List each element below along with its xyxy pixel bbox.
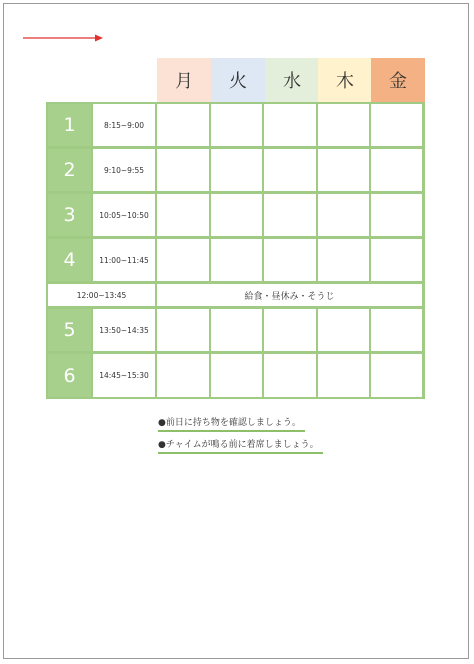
lesson-cell[interactable] [318,149,369,191]
lunch-label: 給食・昼休み・そうじ [157,284,422,306]
lesson-cell[interactable] [157,149,209,191]
period-time: 11:00~11:45 [93,239,155,281]
period-time: 10:05~10:50 [93,194,155,236]
lesson-cell[interactable] [371,354,422,397]
lesson-cell[interactable] [157,309,209,351]
lesson-cell[interactable] [157,354,209,397]
period-time: 8:15~9:00 [93,104,155,146]
lesson-cell[interactable] [211,354,262,397]
period-number: 4 [48,239,91,281]
lesson-cell[interactable] [264,104,316,146]
arrow-icon [23,33,103,43]
lesson-cell[interactable] [264,309,316,351]
lesson-cell[interactable] [318,104,369,146]
lesson-cell[interactable] [157,104,209,146]
period-time: 14:45~15:30 [93,354,155,397]
period-number: 6 [48,354,91,397]
lesson-cell[interactable] [157,194,209,236]
lesson-cell[interactable] [371,104,422,146]
lesson-cell[interactable] [264,149,316,191]
lesson-cell[interactable] [157,239,209,281]
period-number: 2 [48,149,91,191]
lesson-cell[interactable] [264,194,316,236]
lesson-cell[interactable] [318,309,369,351]
lesson-cell[interactable] [264,239,316,281]
lesson-cell[interactable] [371,239,422,281]
lesson-cell[interactable] [211,104,262,146]
lesson-cell[interactable] [211,194,262,236]
period-time: 9:10~9:55 [93,149,155,191]
lesson-cell[interactable] [211,239,262,281]
lunch-time: 12:00~13:45 [48,284,155,306]
day-header-thu: 木 [318,58,372,102]
timetable-grid [46,102,425,399]
lesson-cell[interactable] [371,194,422,236]
lesson-cell[interactable] [211,309,262,351]
lesson-cell[interactable] [211,149,262,191]
day-header-mon: 月 [157,58,211,102]
lesson-cell[interactable] [371,149,422,191]
lesson-cell[interactable] [318,239,369,281]
period-number: 3 [48,194,91,236]
lesson-cell[interactable] [264,354,316,397]
note-be-seated: ●チャイムが鳴る前に着席しましょう。 [158,438,323,454]
period-time: 13:50~14:35 [93,309,155,351]
lesson-cell[interactable] [318,194,369,236]
day-header-tue: 火 [211,58,265,102]
period-number: 1 [48,104,91,146]
note-check-belongings: ●前日に持ち物を確認しましょう。 [158,416,305,432]
day-header-fri: 金 [371,58,425,102]
period-number: 5 [48,309,91,351]
day-header-wed: 水 [265,58,319,102]
lesson-cell[interactable] [371,309,422,351]
lesson-cell[interactable] [318,354,369,397]
